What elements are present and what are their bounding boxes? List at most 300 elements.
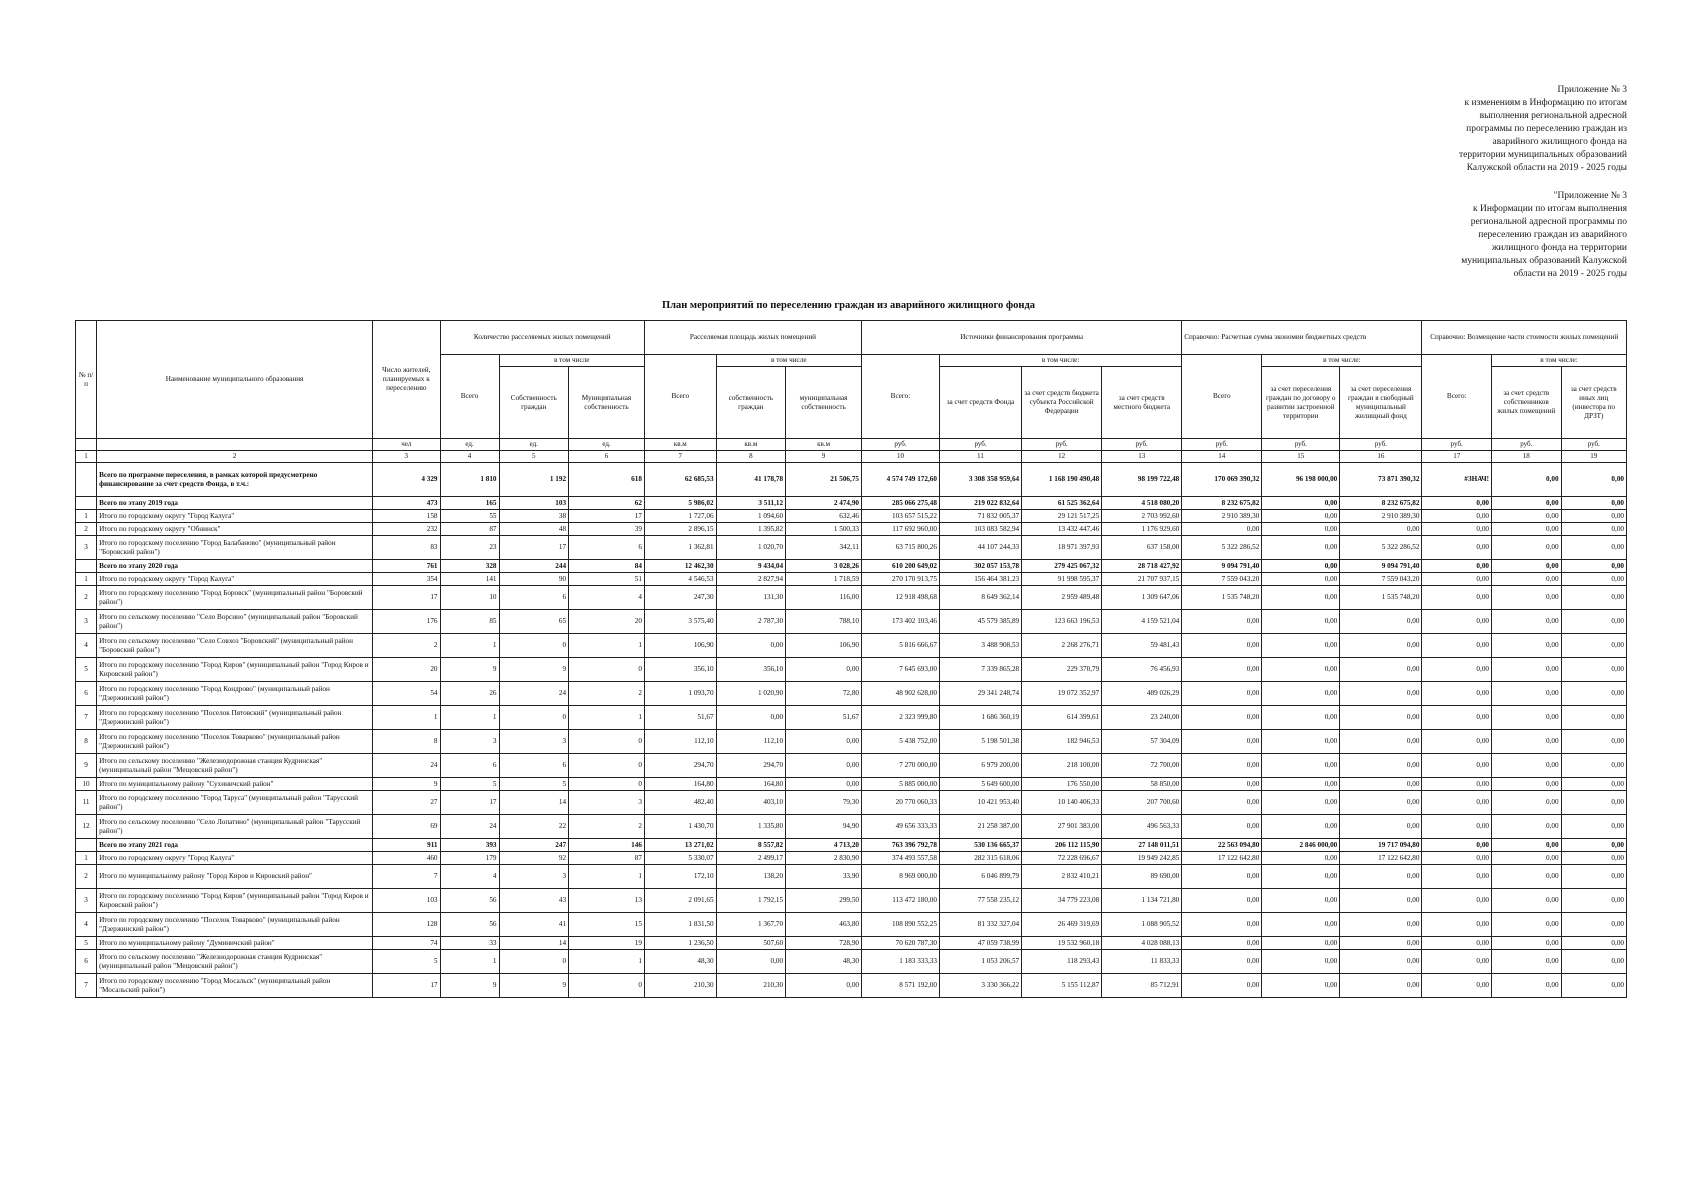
- value-cell: 356,10: [644, 658, 716, 682]
- value-cell: 788,10: [786, 610, 862, 634]
- value-cell: 112,10: [644, 730, 716, 754]
- value-cell: 0,00: [1492, 706, 1562, 730]
- unit-cell: руб.: [1262, 439, 1340, 451]
- column-number-cell: 14: [1182, 451, 1262, 463]
- value-cell: 0,00: [1561, 610, 1626, 634]
- value-cell: 164,80: [644, 778, 716, 791]
- municipality-name-cell: Итого по городскому поселению "Поселок Пятовский" (муниципальный район "Дзержинский район"): [97, 706, 373, 730]
- table-row: [76, 634, 1627, 658]
- value-cell: 219 022 832,64: [939, 497, 1021, 510]
- value-cell: 0,00: [1340, 730, 1422, 754]
- value-cell: 206 112 115,90: [1022, 839, 1102, 852]
- col-subheader-compensation-incl: в том числе:: [1492, 355, 1627, 367]
- value-cell: 0: [499, 634, 569, 658]
- value-cell: 6: [499, 586, 569, 610]
- value-cell: 45 579 385,89: [939, 610, 1021, 634]
- value-cell: 90: [499, 573, 569, 586]
- value-cell: 403,10: [716, 791, 786, 815]
- table-total-row: [76, 463, 1627, 497]
- row-number-cell: 6: [76, 950, 97, 974]
- value-cell: 4: [440, 865, 499, 889]
- value-cell: 1: [569, 634, 645, 658]
- value-cell: 0,00: [1182, 913, 1262, 937]
- value-cell: 20: [373, 658, 440, 682]
- row-number-cell: [76, 497, 97, 510]
- value-cell: 21 707 937,15: [1102, 573, 1182, 586]
- value-cell: 1 535 748,20: [1340, 586, 1422, 610]
- value-cell: 0: [569, 778, 645, 791]
- table-row: [76, 889, 1627, 913]
- col-header-rooms-total: Всего: [440, 355, 499, 439]
- municipality-name-cell: Итого по городскому поселению "Город Киров" (муниципальный район "Город Киров и Кировский район"): [97, 889, 373, 913]
- unit-cell: руб.: [939, 439, 1021, 451]
- appendix-note-line: "Приложение № 3: [1553, 191, 1627, 201]
- value-cell: 3 330 366,22: [939, 974, 1021, 998]
- value-cell: 0,00: [786, 974, 862, 998]
- municipality-name-cell: Итого по муниципальному району "Сухиничский район": [97, 778, 373, 791]
- value-cell: 106,90: [644, 634, 716, 658]
- value-cell: 0,00: [1262, 560, 1340, 573]
- value-cell: 1 183 333,33: [862, 950, 940, 974]
- value-cell: 2 846 000,00: [1262, 839, 1340, 852]
- table-body: [76, 463, 1627, 998]
- municipality-name-cell: Итого по городскому поселению "Поселок Товарково" (муниципальный район "Дзержинский район"): [97, 913, 373, 937]
- value-cell: 0,00: [1262, 974, 1340, 998]
- value-cell: 1 810: [440, 463, 499, 497]
- appendix-note-line: Приложение № 3: [1557, 85, 1627, 95]
- value-cell: 2 268 276,71: [1022, 634, 1102, 658]
- value-cell: 0,00: [1182, 658, 1262, 682]
- value-cell: 17: [373, 586, 440, 610]
- value-cell: 1 718,59: [786, 573, 862, 586]
- value-cell: 0,00: [1492, 937, 1562, 950]
- value-cell: 2 827,94: [716, 573, 786, 586]
- row-number-cell: 8: [76, 730, 97, 754]
- row-number-cell: 7: [76, 706, 97, 730]
- value-cell: 0,00: [1262, 658, 1340, 682]
- value-cell: 0,00: [1262, 778, 1340, 791]
- value-cell: 0,00: [1262, 510, 1340, 523]
- value-cell: 2 499,17: [716, 852, 786, 865]
- value-cell: 0,00: [1561, 510, 1626, 523]
- municipality-name-cell: Итого по городскому поселению "Город Мосальск" (муниципальный район "Мосальский район"): [97, 974, 373, 998]
- value-cell: 460: [373, 852, 440, 865]
- value-cell: 0,00: [1561, 586, 1626, 610]
- municipality-name-cell: Итого по городскому округу "Город Калуга": [97, 852, 373, 865]
- value-cell: 0,00: [1262, 889, 1340, 913]
- col-header-num: № п/п: [76, 321, 97, 439]
- table-row: [76, 682, 1627, 706]
- value-cell: 637 158,00: [1102, 536, 1182, 560]
- appendix-note-line: аварийного жилищного фонда на: [1492, 137, 1627, 147]
- value-cell: 56: [440, 913, 499, 937]
- col-header-resettle-free-fund: за счет переселения граждан в свободный муниципальный жилищный фонд: [1340, 367, 1422, 439]
- value-cell: 0,00: [1492, 754, 1562, 778]
- value-cell: 0,00: [1422, 523, 1492, 536]
- unit-cell: руб.: [1182, 439, 1262, 451]
- value-cell: 0,00: [1262, 634, 1340, 658]
- value-cell: 0,00: [1182, 974, 1262, 998]
- value-cell: 47 059 738,99: [939, 937, 1021, 950]
- value-cell: 23 240,00: [1102, 706, 1182, 730]
- value-cell: 12 462,30: [644, 560, 716, 573]
- value-cell: 0,00: [1182, 610, 1262, 634]
- appendix-note-line: муниципальных образований Калужской: [1461, 256, 1627, 266]
- value-cell: 763 396 792,78: [862, 839, 940, 852]
- value-cell: 0,00: [1182, 791, 1262, 815]
- value-cell: 89 690,00: [1102, 865, 1182, 889]
- value-cell: 2: [373, 634, 440, 658]
- col-header-subject-budget: за счет средств бюджета субъекта Российской Федерации: [1022, 367, 1102, 439]
- col-header-area-citizens: собственность граждан: [716, 367, 786, 439]
- value-cell: 1 395,82: [716, 523, 786, 536]
- value-cell: 0,00: [1492, 974, 1562, 998]
- value-cell: 14: [499, 937, 569, 950]
- value-cell: 49 656 333,33: [862, 815, 940, 839]
- value-cell: 15: [569, 913, 645, 937]
- value-cell: 2 703 992,60: [1102, 510, 1182, 523]
- value-cell: 20: [569, 610, 645, 634]
- table-row: [76, 573, 1627, 586]
- value-cell: 0,00: [1422, 852, 1492, 865]
- municipality-name-cell: Итого по сельскому поселению "Железнодорожная станция Кудринская" (муниципальный район "Мещовский район"): [97, 950, 373, 974]
- value-cell: 270 170 913,75: [862, 573, 940, 586]
- value-cell: 0,00: [1340, 523, 1422, 536]
- table-total-row: [76, 497, 1627, 510]
- value-cell: 0,00: [1492, 950, 1562, 974]
- value-cell: 0: [569, 730, 645, 754]
- value-cell: 5 155 112,87: [1022, 974, 1102, 998]
- value-cell: 17: [569, 510, 645, 523]
- value-cell: 489 026,29: [1102, 682, 1182, 706]
- value-cell: 0,00: [1262, 610, 1340, 634]
- value-cell: 0,00: [1561, 560, 1626, 573]
- value-cell: 3: [440, 730, 499, 754]
- value-cell: 179: [440, 852, 499, 865]
- value-cell: 51,67: [786, 706, 862, 730]
- value-cell: 4 518 080,20: [1102, 497, 1182, 510]
- row-number-cell: 1: [76, 852, 97, 865]
- value-cell: 0,00: [1492, 791, 1562, 815]
- appendix-note-original: [1407, 190, 1627, 281]
- value-cell: 33,90: [786, 865, 862, 889]
- value-cell: 0,00: [1182, 754, 1262, 778]
- value-cell: 0,00: [1561, 937, 1626, 950]
- value-cell: 0,00: [1262, 573, 1340, 586]
- value-cell: 482,40: [644, 791, 716, 815]
- municipality-name-cell: Всего по этапу 2019 года: [97, 497, 373, 510]
- value-cell: 44 107 244,33: [939, 536, 1021, 560]
- appendix-note-line: жилищного фонда на территории: [1491, 243, 1627, 253]
- value-cell: 496 563,33: [1102, 815, 1182, 839]
- value-cell: 9 094 791,40: [1182, 560, 1262, 573]
- col-header-fund: за счет средств Фонда: [939, 367, 1021, 439]
- value-cell: 14: [499, 791, 569, 815]
- appendix-note-line: переселению граждан из аварийного: [1478, 230, 1627, 240]
- value-cell: 0,00: [1182, 634, 1262, 658]
- value-cell: 103: [499, 497, 569, 510]
- value-cell: 0,00: [1182, 889, 1262, 913]
- row-number-cell: 5: [76, 658, 97, 682]
- municipality-name-cell: Всего по этапу 2021 года: [97, 839, 373, 852]
- municipality-name-cell: Итого по городскому поселению "Город Таруса" (муниципальный район "Тарусский район"): [97, 791, 373, 815]
- value-cell: 117 692 960,00: [862, 523, 940, 536]
- unit-cell: руб.: [1022, 439, 1102, 451]
- value-cell: 22 563 094,80: [1182, 839, 1262, 852]
- value-cell: 85: [440, 610, 499, 634]
- municipality-name-cell: Итого по городскому округу "Обнинск": [97, 523, 373, 536]
- value-cell: 5: [440, 778, 499, 791]
- value-cell: 3: [499, 730, 569, 754]
- value-cell: 77 558 235,12: [939, 889, 1021, 913]
- value-cell: 0,00: [1422, 510, 1492, 523]
- value-cell: 2 896,15: [644, 523, 716, 536]
- value-cell: 2 787,30: [716, 610, 786, 634]
- value-cell: 164,80: [716, 778, 786, 791]
- value-cell: 0,00: [1422, 682, 1492, 706]
- municipality-name-cell: Итого по муниципальному району "Думиничский район": [97, 937, 373, 950]
- value-cell: 0,00: [1182, 815, 1262, 839]
- table-row: [76, 937, 1627, 950]
- value-cell: 103 083 582,94: [939, 523, 1021, 536]
- value-cell: 51,67: [644, 706, 716, 730]
- table-row: [76, 523, 1627, 536]
- value-cell: 0,00: [1262, 536, 1340, 560]
- value-cell: 2: [569, 815, 645, 839]
- value-cell: 1 831,50: [644, 913, 716, 937]
- value-cell: 87: [569, 852, 645, 865]
- municipality-name-cell: Итого по городскому округу "Город Калуга": [97, 573, 373, 586]
- value-cell: 244: [499, 560, 569, 573]
- value-cell: 176 550,00: [1022, 778, 1102, 791]
- value-cell: 0,00: [1262, 523, 1340, 536]
- value-cell: 62 685,53: [644, 463, 716, 497]
- value-cell: 1 053 206,57: [939, 950, 1021, 974]
- value-cell: 0,00: [1422, 839, 1492, 852]
- value-cell: 19: [569, 937, 645, 950]
- value-cell: 1: [440, 950, 499, 974]
- value-cell: 5 649 600,00: [939, 778, 1021, 791]
- value-cell: 17: [499, 536, 569, 560]
- value-cell: 282 315 618,06: [939, 852, 1021, 865]
- value-cell: 0,00: [1422, 536, 1492, 560]
- value-cell: 3 488 908,53: [939, 634, 1021, 658]
- table-row: [76, 536, 1627, 560]
- value-cell: 9: [440, 974, 499, 998]
- column-number-cell: 12: [1022, 451, 1102, 463]
- document-title: План мероприятий по переселению граждан из аварийного жилищного фонда: [661, 300, 1036, 311]
- col-header-area-municipal: муниципальная собственность: [786, 367, 862, 439]
- value-cell: 1: [569, 706, 645, 730]
- value-cell: 22: [499, 815, 569, 839]
- value-cell: 26: [440, 682, 499, 706]
- value-cell: 0,00: [1561, 778, 1626, 791]
- column-number-cell: 11: [939, 451, 1021, 463]
- value-cell: 8: [373, 730, 440, 754]
- value-cell: 0: [569, 754, 645, 778]
- value-cell: 0,00: [1492, 889, 1562, 913]
- appendix-note-line: к Информации по итогам выполнения: [1473, 204, 1627, 214]
- value-cell: 33: [440, 937, 499, 950]
- value-cell: 17 122 642,80: [1182, 852, 1262, 865]
- value-cell: 112,10: [716, 730, 786, 754]
- row-number-cell: 1: [76, 510, 97, 523]
- table-row: [76, 510, 1627, 523]
- value-cell: 279 425 067,32: [1022, 560, 1102, 573]
- value-cell: 0,00: [1561, 682, 1626, 706]
- value-cell: 728,90: [786, 937, 862, 950]
- value-cell: 41: [499, 913, 569, 937]
- value-cell: 9 434,04: [716, 560, 786, 573]
- value-cell: 5: [499, 778, 569, 791]
- table-row: [76, 974, 1627, 998]
- value-cell: 0,00: [1340, 658, 1422, 682]
- value-cell: 1 535 748,20: [1182, 586, 1262, 610]
- value-cell: 1 686 360,19: [939, 706, 1021, 730]
- value-cell: 0,00: [1340, 913, 1422, 937]
- value-cell: 356,10: [716, 658, 786, 682]
- municipality-name-cell: Всего по этапу 2020 года: [97, 560, 373, 573]
- value-cell: 2 091,65: [644, 889, 716, 913]
- value-cell: 0,00: [1492, 865, 1562, 889]
- unit-cell: ед.: [440, 439, 499, 451]
- value-cell: 87: [440, 523, 499, 536]
- value-cell: 0,00: [1561, 815, 1626, 839]
- value-cell: 0,00: [1182, 730, 1262, 754]
- table-row: [76, 778, 1627, 791]
- value-cell: 911: [373, 839, 440, 852]
- value-cell: 9: [499, 658, 569, 682]
- value-cell: 614 399,61: [1022, 706, 1102, 730]
- value-cell: 73 871 390,32: [1340, 463, 1422, 497]
- value-cell: 1: [569, 950, 645, 974]
- value-cell: 0,00: [1492, 523, 1562, 536]
- column-number-cell: 17: [1422, 451, 1492, 463]
- row-number-cell: 12: [76, 815, 97, 839]
- value-cell: 1 335,80: [716, 815, 786, 839]
- value-cell: 1 168 190 490,48: [1022, 463, 1102, 497]
- value-cell: 0,00: [1561, 523, 1626, 536]
- column-number-cell: 15: [1262, 451, 1340, 463]
- value-cell: 0,00: [1561, 839, 1626, 852]
- value-cell: 0,00: [1422, 754, 1492, 778]
- value-cell: 5 322 286,52: [1340, 536, 1422, 560]
- col-header-local-budget: за счет средств местного бюджета: [1102, 367, 1182, 439]
- unit-cell: руб.: [1102, 439, 1182, 451]
- value-cell: 610 200 649,02: [862, 560, 940, 573]
- col-subheader-area-incl: в том числе: [716, 355, 861, 367]
- unit-cell: кв.м: [716, 439, 786, 451]
- value-cell: 7 339 865,28: [939, 658, 1021, 682]
- value-cell: 0,00: [1262, 706, 1340, 730]
- value-cell: 530 136 665,37: [939, 839, 1021, 852]
- value-cell: 54: [373, 682, 440, 706]
- value-cell: 0,00: [1561, 974, 1626, 998]
- value-cell: 9: [440, 658, 499, 682]
- value-cell: 0,00: [1262, 754, 1340, 778]
- value-cell: 0,00: [1561, 950, 1626, 974]
- appendix-note-line: Калужской области на 2019 - 2025 годы: [1466, 163, 1627, 173]
- table-total-row: [76, 560, 1627, 573]
- col-header-rooms-citizens: Собственность граждан: [499, 367, 569, 439]
- value-cell: 0,00: [1561, 913, 1626, 937]
- value-cell: 232: [373, 523, 440, 536]
- unit-cell: руб.: [1340, 439, 1422, 451]
- value-cell: 13 271,02: [644, 839, 716, 852]
- value-cell: 0,00: [786, 730, 862, 754]
- value-cell: 156 464 381,23: [939, 573, 1021, 586]
- row-number-cell: 10: [76, 778, 97, 791]
- column-number-cell: 6: [569, 451, 645, 463]
- municipality-name-cell: Итого по городскому округу "Город Калуга": [97, 510, 373, 523]
- value-cell: 302 057 153,78: [939, 560, 1021, 573]
- value-cell: 1 134 721,80: [1102, 889, 1182, 913]
- value-cell: 10 421 953,40: [939, 791, 1021, 815]
- unit-cell: руб.: [1492, 439, 1562, 451]
- value-cell: 7 270 000,00: [862, 754, 940, 778]
- value-cell: 27 148 011,51: [1102, 839, 1182, 852]
- resettlement-plan-table-wrapper: [75, 320, 1627, 998]
- value-cell: 3: [499, 865, 569, 889]
- value-cell: 210,30: [644, 974, 716, 998]
- value-cell: 0,00: [1340, 815, 1422, 839]
- municipality-name-cell: Итого по городскому поселению "Город Балабаново" (муниципальный район "Боровский район"): [97, 536, 373, 560]
- value-cell: 0,00: [1422, 658, 1492, 682]
- column-number-cell: 16: [1340, 451, 1422, 463]
- table-row: [76, 815, 1627, 839]
- value-cell: 0,00: [1340, 682, 1422, 706]
- value-cell: 2 959 489,48: [1022, 586, 1102, 610]
- value-cell: 0,00: [1422, 950, 1492, 974]
- value-cell: 0,00: [1422, 815, 1492, 839]
- col-header-residents: Число жителей, планируемых к переселению: [373, 321, 440, 439]
- value-cell: 1: [373, 706, 440, 730]
- value-cell: 10 140 406,33: [1022, 791, 1102, 815]
- value-cell: 6: [499, 754, 569, 778]
- value-cell: 79,30: [786, 791, 862, 815]
- value-cell: 38: [499, 510, 569, 523]
- table-row: [76, 791, 1627, 815]
- value-cell: 0,00: [1262, 497, 1340, 510]
- value-cell: 8 557,82: [716, 839, 786, 852]
- value-cell: 24: [440, 815, 499, 839]
- value-cell: 27 901 383,00: [1022, 815, 1102, 839]
- value-cell: 108 890 552,25: [862, 913, 940, 937]
- value-cell: 74: [373, 937, 440, 950]
- value-cell: 2 474,90: [786, 497, 862, 510]
- appendix-note-line: выполнения региональной адресной: [1479, 111, 1627, 121]
- value-cell: 138,20: [716, 865, 786, 889]
- row-number-cell: 5: [76, 937, 97, 950]
- value-cell: 21 506,75: [786, 463, 862, 497]
- value-cell: 0,00: [1492, 634, 1562, 658]
- value-cell: 17: [373, 974, 440, 998]
- value-cell: 21 258 387,00: [939, 815, 1021, 839]
- value-cell: 0,00: [1182, 706, 1262, 730]
- row-number-cell: 4: [76, 913, 97, 937]
- col-subheader-rooms-incl: в том числе: [499, 355, 644, 367]
- value-cell: 0,00: [1561, 634, 1626, 658]
- value-cell: 0,00: [1492, 658, 1562, 682]
- value-cell: 5 438 752,00: [862, 730, 940, 754]
- value-cell: 0,00: [1262, 852, 1340, 865]
- municipality-name-cell: Итого по сельскому поселению "Село Ворсино" (муниципальный район "Боровский район"): [97, 610, 373, 634]
- value-cell: 19 717 094,80: [1340, 839, 1422, 852]
- value-cell: 0,00: [1262, 791, 1340, 815]
- value-cell: 507,60: [716, 937, 786, 950]
- value-cell: 0,00: [1492, 560, 1562, 573]
- value-cell: 0,00: [1262, 937, 1340, 950]
